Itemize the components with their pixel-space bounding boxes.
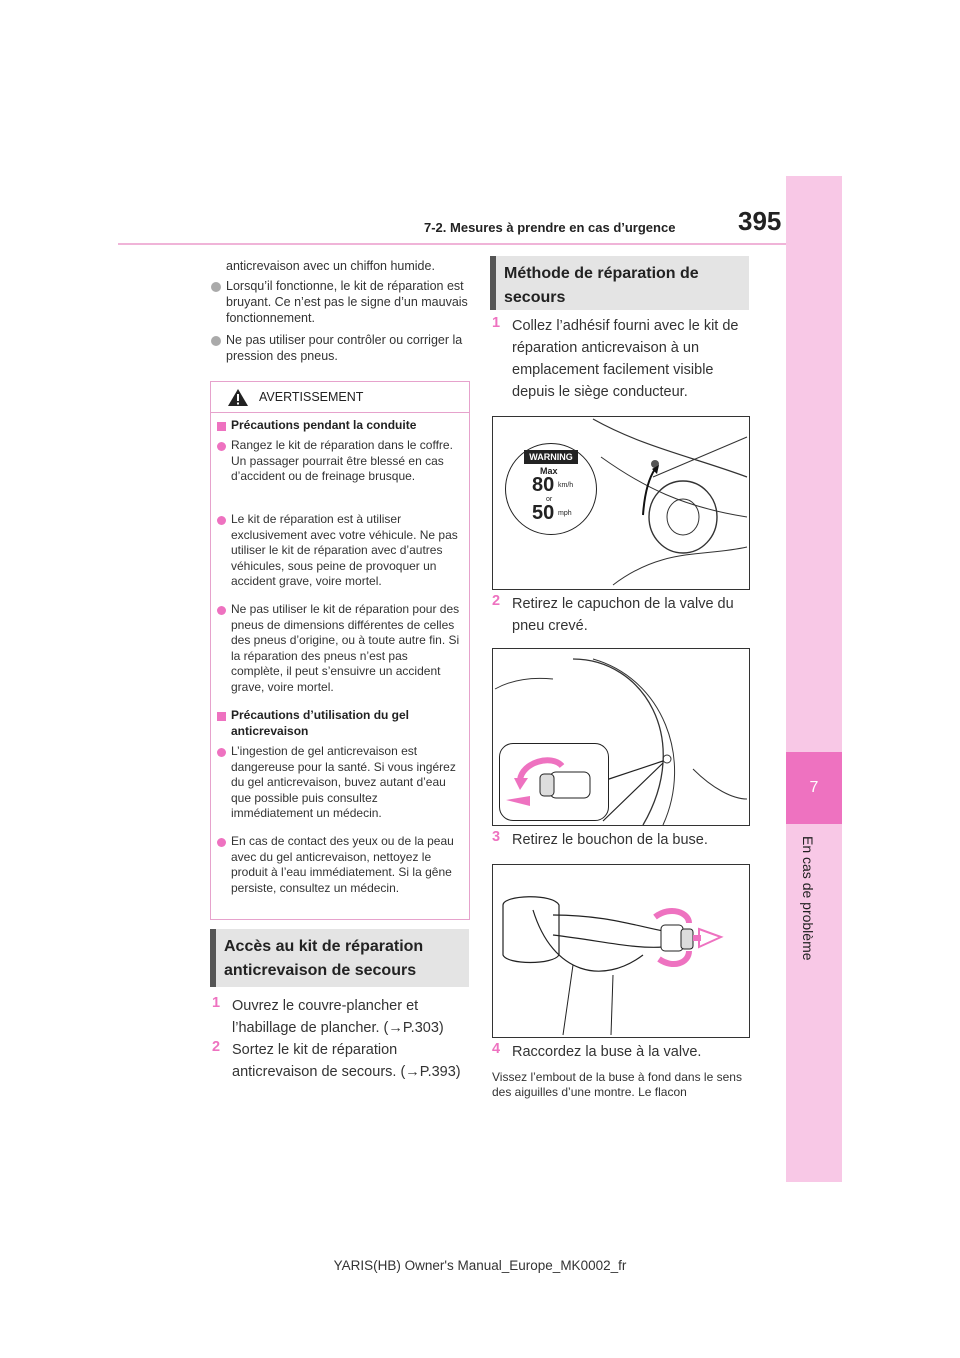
warning-title: AVERTISSEMENT xyxy=(259,390,364,404)
warning-heading: Précautions pendant la conduite xyxy=(231,418,417,432)
warning-item: Ne pas utiliser le kit de réparation pour des pneus de dimensions différentes de celles des pneus d’origine, ou à toute autre fin. Si la réparation des pneus n’est pas complète, il peut s’ensuivre un accident grave, voire mortel. xyxy=(231,602,460,694)
section-heading: Accès au kit de réparation anticrevaison de secours xyxy=(210,929,469,987)
step-text: Collez l’adhésif fourni avec le kit de réparation anticrevaison à un emplacement facilement visible depuis le siège conducteur. xyxy=(512,318,739,400)
figure-valve-cap xyxy=(492,648,750,826)
step-number: 1 xyxy=(492,315,501,331)
bullet-icon xyxy=(211,282,221,292)
warning-header xyxy=(211,382,469,413)
step-number: 4 xyxy=(492,1041,501,1057)
sticker-warning-label: WARNING xyxy=(524,450,578,464)
step-number: 3 xyxy=(492,829,501,845)
chapter-side-tab xyxy=(786,176,842,1182)
manual-footer: YARIS(HB) Owner's Manual_Europe_MK0002_fr xyxy=(333,1258,627,1273)
intro-line: anticrevaison avec un chiffon humide. xyxy=(226,259,435,273)
step-text: Raccordez la buse à la valve. xyxy=(512,1044,702,1060)
valve-detail-callout xyxy=(499,743,609,821)
page-number: 395 xyxy=(738,206,782,236)
warning-item: Le kit de réparation est à utiliser exclusivement avec votre véhicule. Ne pas utiliser le kit de réparation avec d’autres véhicules, sous peine de provoquer un accident grave, voire mortel. xyxy=(231,512,458,588)
bullet-icon xyxy=(217,516,226,525)
warning-heading: Précautions d’utilisation du gel anticrevaison xyxy=(231,708,410,738)
step-number: 1 xyxy=(212,995,221,1011)
section-heading: Méthode de réparation de secours xyxy=(490,256,749,310)
square-bullet-icon xyxy=(217,712,226,721)
bullet-icon xyxy=(217,748,226,757)
step-detail-text: Vissez l’embout de la buse à fond dans le sens des aiguilles d’une montre. Le flacon xyxy=(492,1070,742,1099)
step-text: Sortez le kit de réparation anticrevaison de secours. (→P.393) xyxy=(232,1042,461,1080)
header-rule xyxy=(118,243,786,245)
note-bullet: Ne pas utiliser pour contrôler ou corriger la pression des pneus. xyxy=(226,333,463,363)
bullet-icon xyxy=(211,336,221,346)
warning-item: En cas de contact des yeux ou de la peau avec du gel anticrevaison, nettoyez le produit à l’eau immédiatement. Si la gêne persiste, consultez un médecin. xyxy=(231,834,454,895)
warning-item: Rangez le kit de réparation dans le coffre. Un passager pourrait être blessé en cas d’accident ou de freinage brusque. xyxy=(231,438,453,483)
figure-nozzle-cap xyxy=(492,864,750,1038)
step-text: Retirez le bouchon de la buse. xyxy=(512,832,708,848)
speed-warning-sticker: WARNING Max 80 km/h or 50 mph xyxy=(505,443,597,535)
step-number: 2 xyxy=(492,593,501,609)
warning-triangle-icon xyxy=(227,388,249,407)
step-text: Retirez le capuchon de la valve du pneu crevé. xyxy=(512,596,734,634)
bullet-icon xyxy=(217,838,226,847)
note-bullet: Lorsqu’il fonctionne, le kit de réparation est bruyant. Ce n’est pas le signe d’un mauvais fonctionnement. xyxy=(226,279,468,325)
section-header: 7-2. Mesures à prendre en cas d’urgence xyxy=(424,220,676,235)
bullet-icon xyxy=(217,606,226,615)
square-bullet-icon xyxy=(217,422,226,431)
warning-item: L’ingestion de gel anticrevaison est dangereuse pour la santé. Si vous ingérez du gel anticrevaison, buvez autant d’eau que possible puis consultez immédiatement un médecin. xyxy=(231,744,456,820)
chapter-number: 7 xyxy=(786,752,842,824)
bullet-icon xyxy=(217,442,226,451)
rotate-cap-icon xyxy=(500,744,608,820)
step-number: 2 xyxy=(212,1039,221,1055)
figure-sticker-location xyxy=(492,416,750,590)
nozzle-illustration xyxy=(493,865,749,1037)
step-text: Ouvrez le couvre-plancher et l’habillage de plancher. (→P.303) xyxy=(232,998,444,1036)
chapter-label: En cas de problème xyxy=(800,836,816,961)
warning-box xyxy=(210,381,470,920)
